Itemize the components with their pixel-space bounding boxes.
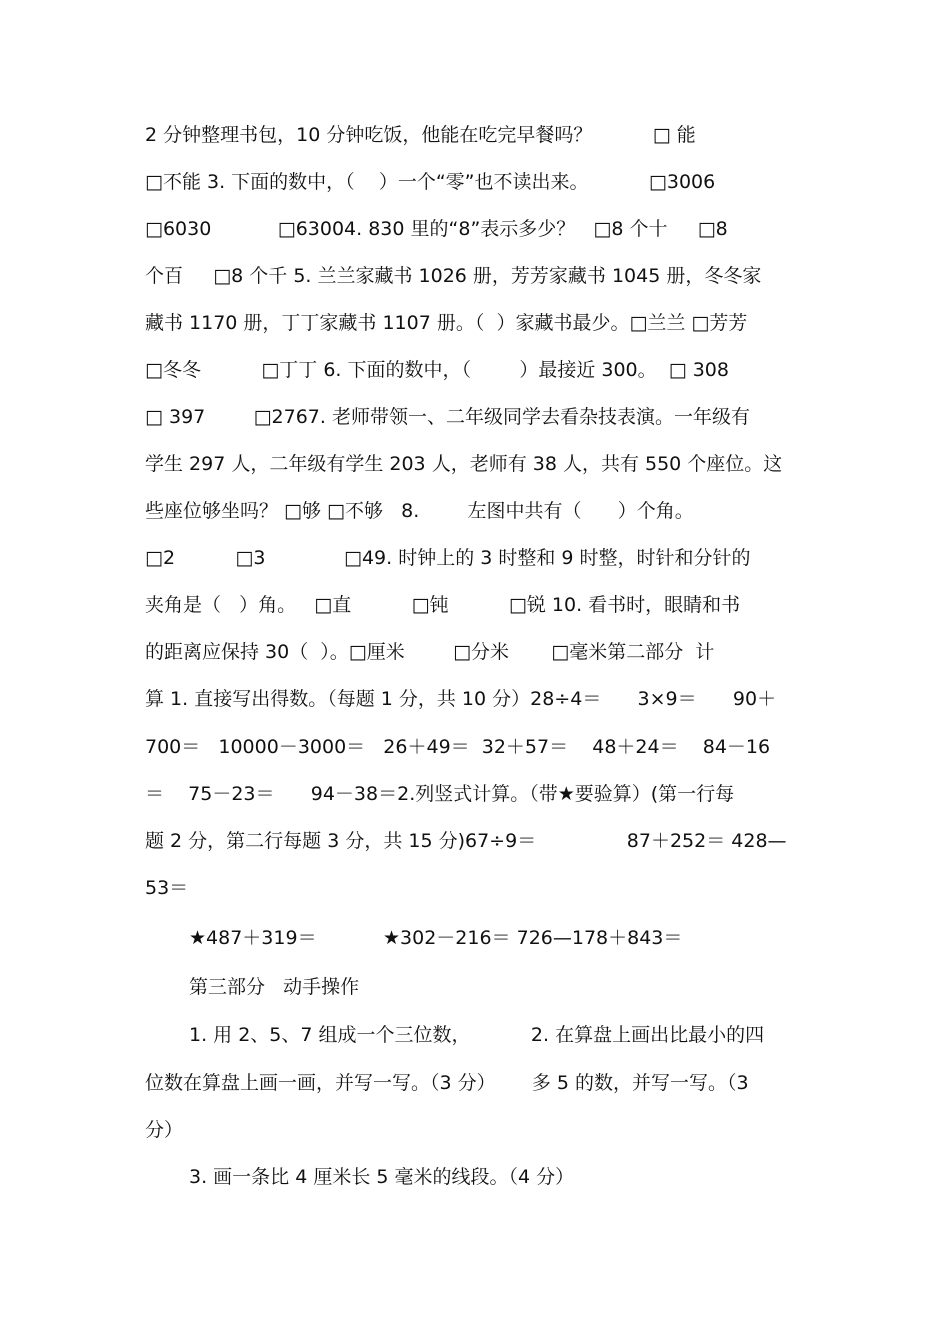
text-line-18: ★487＋319＝ ★302－216＝ 726—178＋843＝ bbox=[189, 927, 683, 949]
section-heading: 第三部分 动手操作 bbox=[189, 976, 360, 998]
text-line-14: 700＝ 10000－3000＝ 26＋49＝ 32＋57＝ 48＋24＝ 84－16 bbox=[145, 736, 771, 758]
text-line-3: □6030 □63004. 830 里的“8”表示多少？ □8 个十 □8 bbox=[145, 218, 728, 240]
text-line-7: □ 397 □2767. 老师带领一、二年级同学去看杂技表演。一年级有 bbox=[145, 406, 750, 428]
text-line-17: 53＝ bbox=[145, 877, 189, 899]
text-line-16: 题 2 分，第二行每题 3 分，共 15 分)67÷9＝ 87＋252＝ 428— bbox=[145, 830, 787, 852]
text-line-22: 分） bbox=[145, 1119, 184, 1141]
text-line-23: 3. 画一条比 4 厘米长 5 毫米的线段。（4 分） bbox=[189, 1166, 575, 1188]
text-line-13: 算 1. 直接写出得数。（每题 1 分，共 10 分）28÷4＝ 3×9＝ 90＋ bbox=[145, 688, 777, 710]
text-line-9: 些座位够坐吗？ □够 □不够 8. 左图中共有（ ）个角。 bbox=[145, 500, 694, 522]
text-line-21: 位数在算盘上画一画，并写一写。（3 分） 多 5 的数，并写一写。（3 bbox=[145, 1072, 749, 1094]
text-line-1: 2 分钟整理书包，10 分钟吃饭，他能在吃完早餐吗？ □ 能 bbox=[145, 124, 696, 146]
text-line-2: □不能 3. 下面的数中，（ ）一个“零”也不读出来。 □3006 bbox=[145, 171, 716, 193]
text-line-15: ＝ 75－23＝ 94－38＝2.列竖式计算。（带★要验算）(第一行每 bbox=[145, 783, 735, 805]
text-line-6: □冬冬 □丁丁 6. 下面的数中，（ ）最接近 300。 □ 308 bbox=[145, 359, 729, 381]
text-line-8: 学生 297 人，二年级有学生 203 人，老师有 38 人，共有 550 个座位。这 bbox=[145, 453, 783, 475]
text-line-10: □2 □3 □49. 时钟上的 3 时整和 9 时整，时针和分针的 bbox=[145, 547, 751, 569]
text-line-12: 的距离应保持 30（ ）。□厘米 □分米 □毫米第二部分 计 bbox=[145, 641, 715, 663]
text-line-4: 个百 □8 个千 5. 兰兰家藏书 1026 册，芳芳家藏书 1045 册，冬冬家 bbox=[145, 265, 762, 287]
text-line-5: 藏书 1170 册，丁丁家藏书 1107 册。（ ）家藏书最少。□兰兰 □芳芳 bbox=[145, 312, 748, 334]
text-line-20: 1. 用 2、5、7 组成一个三位数， 2. 在算盘上画出比最小的四 bbox=[189, 1024, 765, 1046]
text-line-11: 夹角是（ ）角。 □直 □钝 □锐 10. 看书时，眼睛和书 bbox=[145, 594, 741, 616]
